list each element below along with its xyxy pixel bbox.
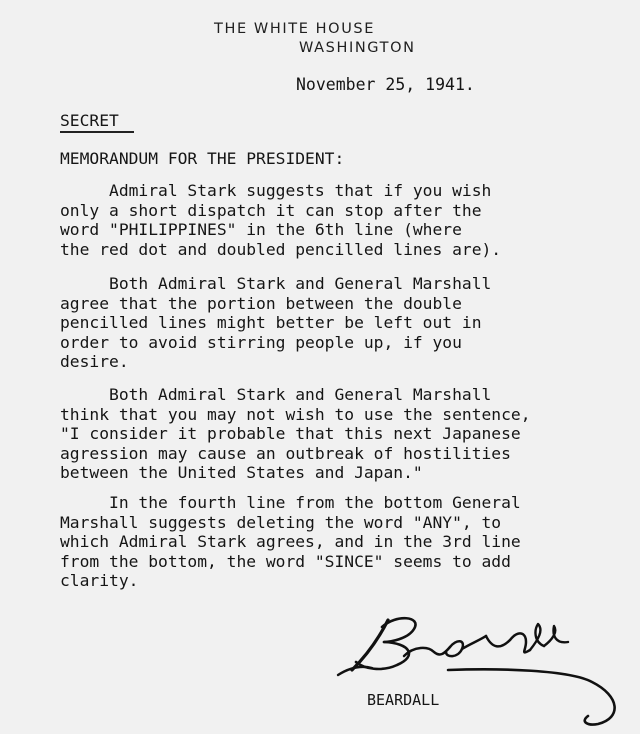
paragraph-1-line-2: only a short dispatch it can stop after the xyxy=(60,200,482,220)
handwritten-signature xyxy=(330,612,640,734)
paragraph-2-line-2: agree that the portion between the double xyxy=(60,293,462,313)
paragraph-2 xyxy=(60,274,491,372)
paragraph-3-line-2: think that you may not wish to use the sentence, xyxy=(60,404,531,424)
classification-underline xyxy=(60,131,134,133)
paragraph-2-line-5: desire. xyxy=(60,352,129,371)
typed-signature: BEARDALL xyxy=(367,691,440,709)
paragraph-3-line-5: between the United States and Japan." xyxy=(60,463,423,482)
memo-date: November 25, 1941. xyxy=(296,75,475,94)
paragraph-4 xyxy=(60,493,521,591)
paragraph-4-line-1: In the fourth line from the bottom General xyxy=(60,493,521,512)
paragraph-2-line-4: order to avoid stirring people up, if you xyxy=(60,332,462,352)
paragraph-1-line-1: Admiral Stark suggests that if you wish xyxy=(60,181,492,200)
paragraph-1 xyxy=(60,181,501,259)
memo-heading: MEMORANDUM FOR THE PRESIDENT: xyxy=(60,149,345,168)
paragraph-3-line-1: Both Admiral Stark and General Marshall xyxy=(60,385,492,404)
paragraph-4-line-2: Marshall suggests deleting the word "ANY", to xyxy=(60,512,502,532)
paragraph-3-line-4: agression may cause an outbreak of hostilities xyxy=(60,443,511,463)
paragraph-2-line-1: Both Admiral Stark and General Marshall xyxy=(60,274,492,293)
paragraph-3-line-3: "I consider it probable that this next Japanese xyxy=(60,424,521,443)
paragraph-4-line-5: clarity. xyxy=(60,571,139,590)
letterhead-title: THE WHITE HOUSE xyxy=(214,21,375,37)
classification-label: SECRET xyxy=(60,111,119,130)
paragraph-1-line-3: word "PHILIPPINES" in the 6th line (where xyxy=(60,220,462,239)
paragraph-2-line-3: pencilled lines might better be left out in xyxy=(60,313,482,332)
paragraph-4-line-3: which Admiral Stark agrees, and in the 3rd line xyxy=(60,532,521,551)
paragraph-3 xyxy=(60,385,531,483)
paragraph-1-line-4: the red dot and doubled pencilled lines are). xyxy=(60,239,502,259)
paragraph-4-line-4: from the bottom, the word "SINCE" seems to add xyxy=(60,551,511,571)
letterhead-location: WASHINGTON xyxy=(299,40,416,56)
